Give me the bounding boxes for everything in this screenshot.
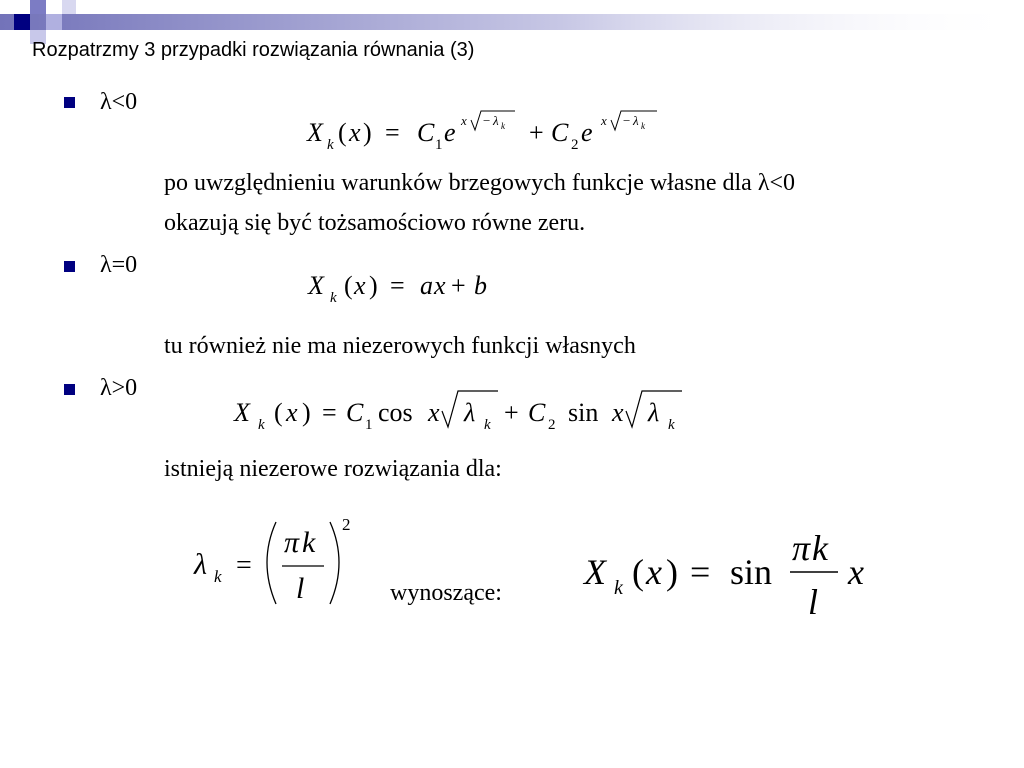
svg-text:(: ( [338, 118, 347, 147]
formula-symbol: C [346, 398, 364, 427]
bullet-icon [64, 384, 75, 395]
svg-text:): ) [369, 271, 378, 300]
formula-symbol: x [428, 398, 440, 427]
formula-symbol: l [296, 572, 305, 605]
svg-text:=: = [390, 271, 405, 300]
formula-symbol: k [641, 121, 645, 131]
formula-symbol: x [601, 113, 607, 128]
formula-symbol: 1 [365, 417, 373, 433]
formula-symbol: x [461, 113, 467, 128]
formula-symbol: k [668, 417, 675, 433]
formula-symbol: C [551, 118, 569, 147]
formula-zero-lambda [306, 264, 526, 309]
formula-symbol: k [214, 567, 222, 586]
svg-text:): ) [666, 552, 678, 592]
formula-symbol: x [434, 271, 446, 300]
formula-symbol: k [484, 417, 491, 433]
formula-symbol: λ [648, 398, 660, 427]
svg-text:): ) [363, 118, 372, 147]
case-label: λ>0 [100, 375, 138, 401]
formula-symbol: X [308, 271, 324, 300]
formula-symbol: λ [633, 113, 639, 128]
eigenfunction-formula [580, 520, 880, 625]
formula-symbol: k [614, 577, 623, 599]
formula-symbol: 2 [571, 137, 579, 153]
formula-symbol: k [258, 417, 265, 433]
formula-symbol: λ [493, 113, 499, 128]
svg-text:−: − [483, 113, 491, 128]
formula-symbol: X [234, 398, 250, 427]
formula-symbol: k [812, 528, 828, 568]
svg-text:=: = [385, 118, 400, 147]
formula-symbol: x [286, 398, 298, 427]
formula-symbol: x [349, 118, 361, 147]
formula-symbol: 1 [435, 137, 443, 153]
formula-symbol: λ [464, 398, 476, 427]
formula-symbol: X [584, 552, 606, 592]
formula-positive-lambda [232, 385, 692, 437]
formula-symbol: X [307, 118, 323, 147]
svg-text:(: ( [344, 271, 353, 300]
formula-symbol: x [612, 398, 624, 427]
svg-text:): ) [302, 398, 311, 427]
formula-negative-lambda [305, 103, 675, 158]
svg-text:=: = [322, 398, 337, 427]
svg-text:=: = [236, 550, 252, 581]
formula-symbol: 2 [342, 515, 351, 534]
formula-symbol: b [474, 271, 487, 300]
svg-text:+: + [451, 271, 466, 300]
formula-symbol: 2 [548, 417, 556, 433]
case-label: λ<0 [100, 89, 138, 115]
formula-symbol: k [330, 290, 337, 306]
bullet-icon [64, 261, 75, 272]
case-description: istnieją niezerowe rozwiązania dla: [164, 456, 502, 482]
case-description: tu również nie ma niezerowych funkcji własnych [164, 333, 636, 359]
formula-symbol: C [417, 118, 435, 147]
formula-symbol: k [327, 137, 334, 153]
formula-symbol: e [581, 118, 593, 147]
formula-symbol: e [444, 118, 456, 147]
svg-text:(: ( [274, 398, 283, 427]
formula-symbol: k [302, 526, 316, 559]
formula-symbol: C [528, 398, 546, 427]
svg-text:−: − [623, 113, 631, 128]
bullet-icon [64, 97, 75, 108]
title-banner [0, 0, 1024, 44]
svg-text:(: ( [632, 552, 644, 592]
banner-gradient-bar [0, 14, 1024, 30]
formula-symbol: x [848, 552, 864, 592]
formula-symbol: π [284, 526, 300, 559]
formula-symbol: l [808, 582, 819, 622]
svg-text:+: + [504, 398, 519, 427]
formula-symbol: sin [568, 398, 599, 427]
formula-symbol: π [792, 528, 811, 568]
formula-symbol: sin [730, 552, 773, 592]
formula-symbol: x [354, 271, 366, 300]
formula-symbol: a [420, 271, 433, 300]
svg-text:+: + [529, 118, 544, 147]
formula-symbol: λ [194, 548, 207, 581]
svg-text:=: = [690, 552, 711, 592]
case-description: okazują się być tożsamościowo równe zeru. [164, 210, 586, 236]
slide-title: Rozpatrzmy 3 przypadki rozwiązania równania (3) [32, 39, 475, 61]
eigenvalue-formula [190, 510, 365, 610]
formula-symbol: cos [378, 398, 413, 427]
formula-symbol: x [646, 552, 662, 592]
case-description: po uwzględnieniu warunków brzegowych funkcje własne dla λ<0 [164, 170, 795, 196]
case-label: λ=0 [100, 252, 138, 278]
formula-symbol: k [501, 121, 505, 131]
connector-text: wynoszące: [390, 580, 502, 606]
